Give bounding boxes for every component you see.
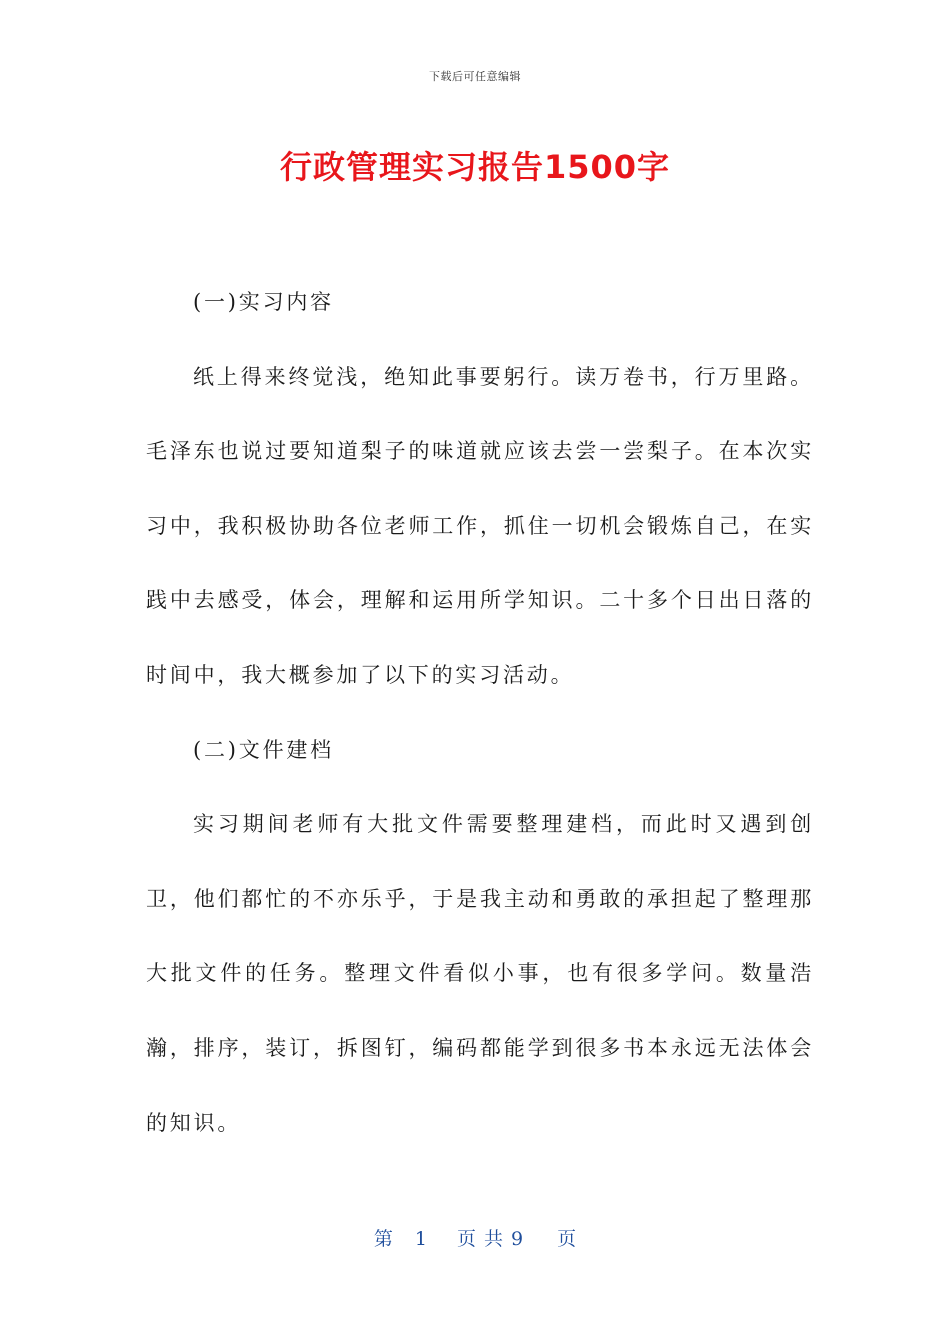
footer-current-page: 1 — [414, 1228, 427, 1250]
footer-di: 第 — [373, 1228, 393, 1250]
paragraph-internship-content: 纸上得来终觉浅，绝知此事要躬行。读万卷书，行万里路。毛泽东也说过要知道梨子的味道就应该去尝一尝梨子。在本次实习中，我积极协助各位老师工作，抓住一切机会锻炼自己，在实践中去感受，体会，理解和运用所学知识。二十多个日出日落的时间中，我大概参加了以下的实习活动。 — [146, 364, 814, 687]
header-note: 下载后可任意编辑 — [429, 70, 521, 83]
footer-total-pages: 9 — [511, 1228, 524, 1250]
page-footer — [0, 1224, 950, 1251]
footer-ye: 页 — [456, 1228, 476, 1250]
paragraph-file-archiving: 实习期间老师有大批文件需要整理建档，而此时又遇到创卫，他们都忙的不亦乐乎，于是我主动和勇敢的承担起了整理那大批文件的任务。整理文件看似小事，也有很多学问。数量浩瀚，排序，装订，拆图钉，编码都能学到很多书本永远无法体会的知识。 — [146, 812, 814, 1135]
section-heading-file-archiving: (二)文件建档 — [193, 737, 334, 762]
document-title: 行政管理实习报告1500字 — [279, 148, 671, 186]
footer-ye-end: 页 — [557, 1228, 577, 1250]
document-body — [146, 265, 814, 1160]
footer-gong: 共 — [484, 1228, 504, 1250]
section-heading-internship-content: (一)实习内容 — [193, 290, 334, 314]
